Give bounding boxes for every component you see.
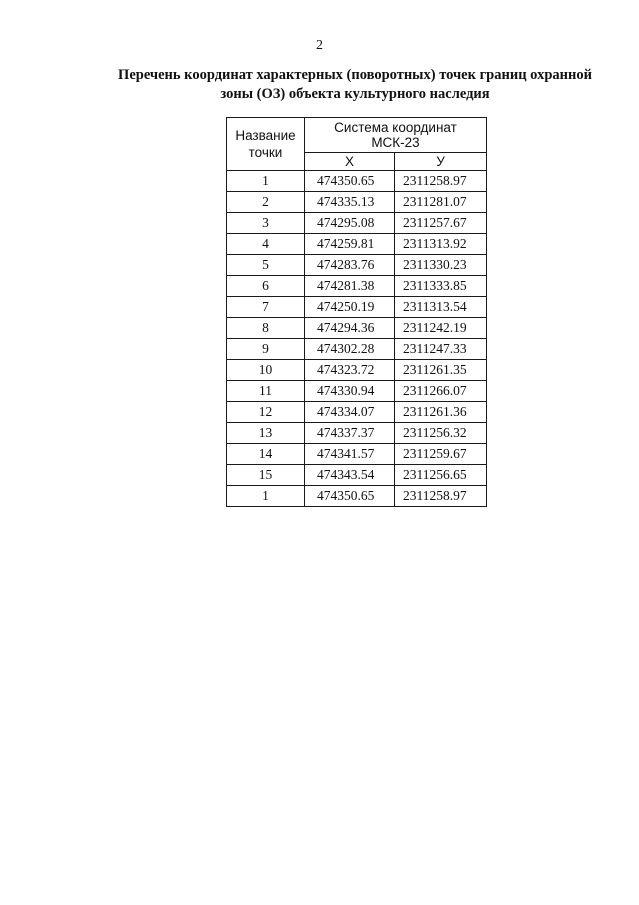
y-coordinate-cell: 2311281.07 (395, 192, 487, 213)
x-coordinate-cell: 474343.54 (305, 465, 395, 486)
y-coordinate-cell: 2311256.65 (395, 465, 487, 486)
point-name-cell: 3 (227, 213, 305, 234)
table-row (227, 339, 487, 360)
point-name-cell: 2 (227, 192, 305, 213)
table-row (227, 213, 487, 234)
y-coordinate-cell: 2311266.07 (395, 381, 487, 402)
x-coordinate-cell: 474250.19 (305, 297, 395, 318)
point-name-cell: 14 (227, 444, 305, 465)
x-coordinate-cell: 474341.57 (305, 444, 395, 465)
header-point-name: Название точки (227, 118, 305, 171)
table-row (227, 423, 487, 444)
x-coordinate-cell: 474302.28 (305, 339, 395, 360)
x-coordinate-cell: 474337.37 (305, 423, 395, 444)
header-x: Х (305, 153, 395, 171)
table-row (227, 402, 487, 423)
table-row (227, 360, 487, 381)
table-row (227, 234, 487, 255)
header-system-label: Система координат (334, 120, 457, 135)
x-coordinate-cell: 474334.07 (305, 402, 395, 423)
point-name-cell: 15 (227, 465, 305, 486)
point-name-cell: 11 (227, 381, 305, 402)
point-name-cell: 1 (227, 486, 305, 507)
page-number: 2 (316, 38, 323, 53)
point-name-cell: 13 (227, 423, 305, 444)
point-name-cell: 7 (227, 297, 305, 318)
table-row (227, 297, 487, 318)
y-coordinate-cell: 2311256.32 (395, 423, 487, 444)
point-name-cell: 4 (227, 234, 305, 255)
table-row (227, 486, 487, 507)
point-name-cell: 6 (227, 276, 305, 297)
y-coordinate-cell: 2311247.33 (395, 339, 487, 360)
y-coordinate-cell: 2311330.23 (395, 255, 487, 276)
header-coordinate-system (305, 118, 487, 153)
document-title: Перечень координат характерных (поворотных) точек границ охранной зоны (ОЗ) объекта культурного наследия (118, 67, 592, 102)
x-coordinate-cell: 474295.08 (305, 213, 395, 234)
point-name-cell: 9 (227, 339, 305, 360)
header-system-code: МСК-23 (371, 135, 420, 150)
point-name-cell: 5 (227, 255, 305, 276)
x-coordinate-cell: 474323.72 (305, 360, 395, 381)
y-coordinate-cell: 2311259.67 (395, 444, 487, 465)
point-name-cell: 12 (227, 402, 305, 423)
table-row (227, 465, 487, 486)
x-coordinate-cell: 474294.36 (305, 318, 395, 339)
table-row (227, 276, 487, 297)
y-coordinate-cell: 2311258.97 (395, 171, 487, 192)
y-coordinate-cell: 2311258.97 (395, 486, 487, 507)
point-name-cell: 8 (227, 318, 305, 339)
table-body (227, 171, 487, 507)
table-row (227, 381, 487, 402)
table-row (227, 444, 487, 465)
point-name-cell: 1 (227, 171, 305, 192)
table-row (227, 318, 487, 339)
table-row (227, 255, 487, 276)
coordinates-table (226, 117, 487, 507)
y-coordinate-cell: 2311257.67 (395, 213, 487, 234)
y-coordinate-cell: 2311261.36 (395, 402, 487, 423)
x-coordinate-cell: 474335.13 (305, 192, 395, 213)
table-row (227, 192, 487, 213)
y-coordinate-cell: 2311261.35 (395, 360, 487, 381)
x-coordinate-cell: 474350.65 (305, 171, 395, 192)
y-coordinate-cell: 2311333.85 (395, 276, 487, 297)
x-coordinate-cell: 474283.76 (305, 255, 395, 276)
table-row (227, 171, 487, 192)
y-coordinate-cell: 2311313.54 (395, 297, 487, 318)
x-coordinate-cell: 474259.81 (305, 234, 395, 255)
y-coordinate-cell: 2311242.19 (395, 318, 487, 339)
y-coordinate-cell: 2311313.92 (395, 234, 487, 255)
x-coordinate-cell: 474281.38 (305, 276, 395, 297)
header-y: У (395, 153, 487, 171)
point-name-cell: 10 (227, 360, 305, 381)
x-coordinate-cell: 474330.94 (305, 381, 395, 402)
x-coordinate-cell: 474350.65 (305, 486, 395, 507)
